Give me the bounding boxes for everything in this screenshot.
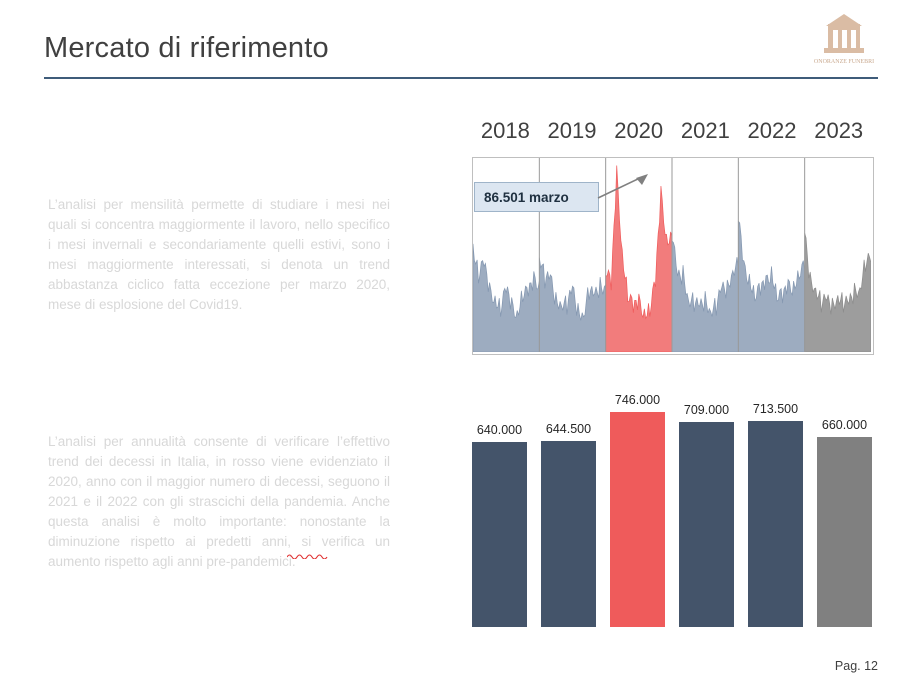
area-series-2022 — [738, 221, 804, 352]
bar-column — [679, 375, 734, 627]
bar-value-label: 660.000 — [821, 417, 868, 432]
bar-value-label: 644.500 — [545, 422, 592, 437]
bar-2019 — [541, 441, 596, 627]
year-label-2023: 2023 — [814, 118, 864, 143]
year-axis-labels — [472, 118, 872, 150]
paragraph-monthly-analysis: L’analisi per mensilità permette di studiare i mesi nei quali si concentra maggiormente il lavoro, nello specifico i mesi invernali e secondariamente quelli estivi, sono i mesi maggiormente interessati, si denota un trend abbastanza ciclico fatta eccezione per marzo 2020, mese di esplosione del Covid19. — [48, 197, 390, 312]
bar-value-label: 709.000 — [683, 403, 730, 418]
bar-column — [610, 375, 665, 627]
year-label-2018: 2018 — [480, 118, 530, 143]
bar-column — [817, 375, 872, 627]
bar-2022 — [748, 421, 803, 627]
bar-2021 — [679, 422, 734, 627]
year-label-2019: 2019 — [547, 118, 597, 143]
bar-value-label: 713.500 — [752, 402, 799, 417]
bar-column — [748, 375, 803, 627]
area-series-2021 — [672, 241, 738, 352]
year-label-2021: 2021 — [680, 118, 730, 143]
title-divider — [44, 77, 878, 79]
year-label-2020: 2020 — [614, 118, 664, 143]
year-label-2022: 2022 — [747, 118, 797, 143]
annual-deaths-bar-chart — [472, 375, 872, 627]
area-series-2018 — [473, 244, 539, 352]
spellcheck-underline — [287, 553, 331, 559]
bar-2020 — [610, 412, 665, 627]
page-title: Mercato di riferimento — [44, 32, 329, 64]
paragraph-annual-analysis: L’analisi per annualità consente di verificare l’effettivo trend dei decessi in Italia, in rosso viene evidenziato il 2020, anno con il maggior numero di decessi, seguono il 2021 e il 2022 con gli strascichi della pandemia. Anche questa analisi è molto importante: nonostante la diminuzione rispetto ai predetti anni, si verifica un aumento rispetto agli anni pre-pandemici. — [48, 434, 390, 569]
area-series-2023 — [805, 233, 871, 352]
bar-value-label: 640.000 — [476, 423, 523, 438]
bar-column — [472, 375, 527, 627]
callout-peak-march: 86.501 marzo — [474, 182, 599, 212]
area-series-2019 — [539, 258, 605, 353]
callout-arrow-icon — [596, 172, 652, 204]
svg-text:ONORANZE FUNEBRI: ONORANZE FUNEBRI — [813, 59, 875, 65]
page-number: Pag. 12 — [834, 659, 878, 673]
bar-value-label: 746.000 — [614, 392, 661, 407]
company-crest-logo — [802, 10, 886, 70]
bar-2018 — [472, 442, 527, 627]
bar-2023 — [817, 437, 872, 627]
bar-column — [541, 375, 596, 627]
